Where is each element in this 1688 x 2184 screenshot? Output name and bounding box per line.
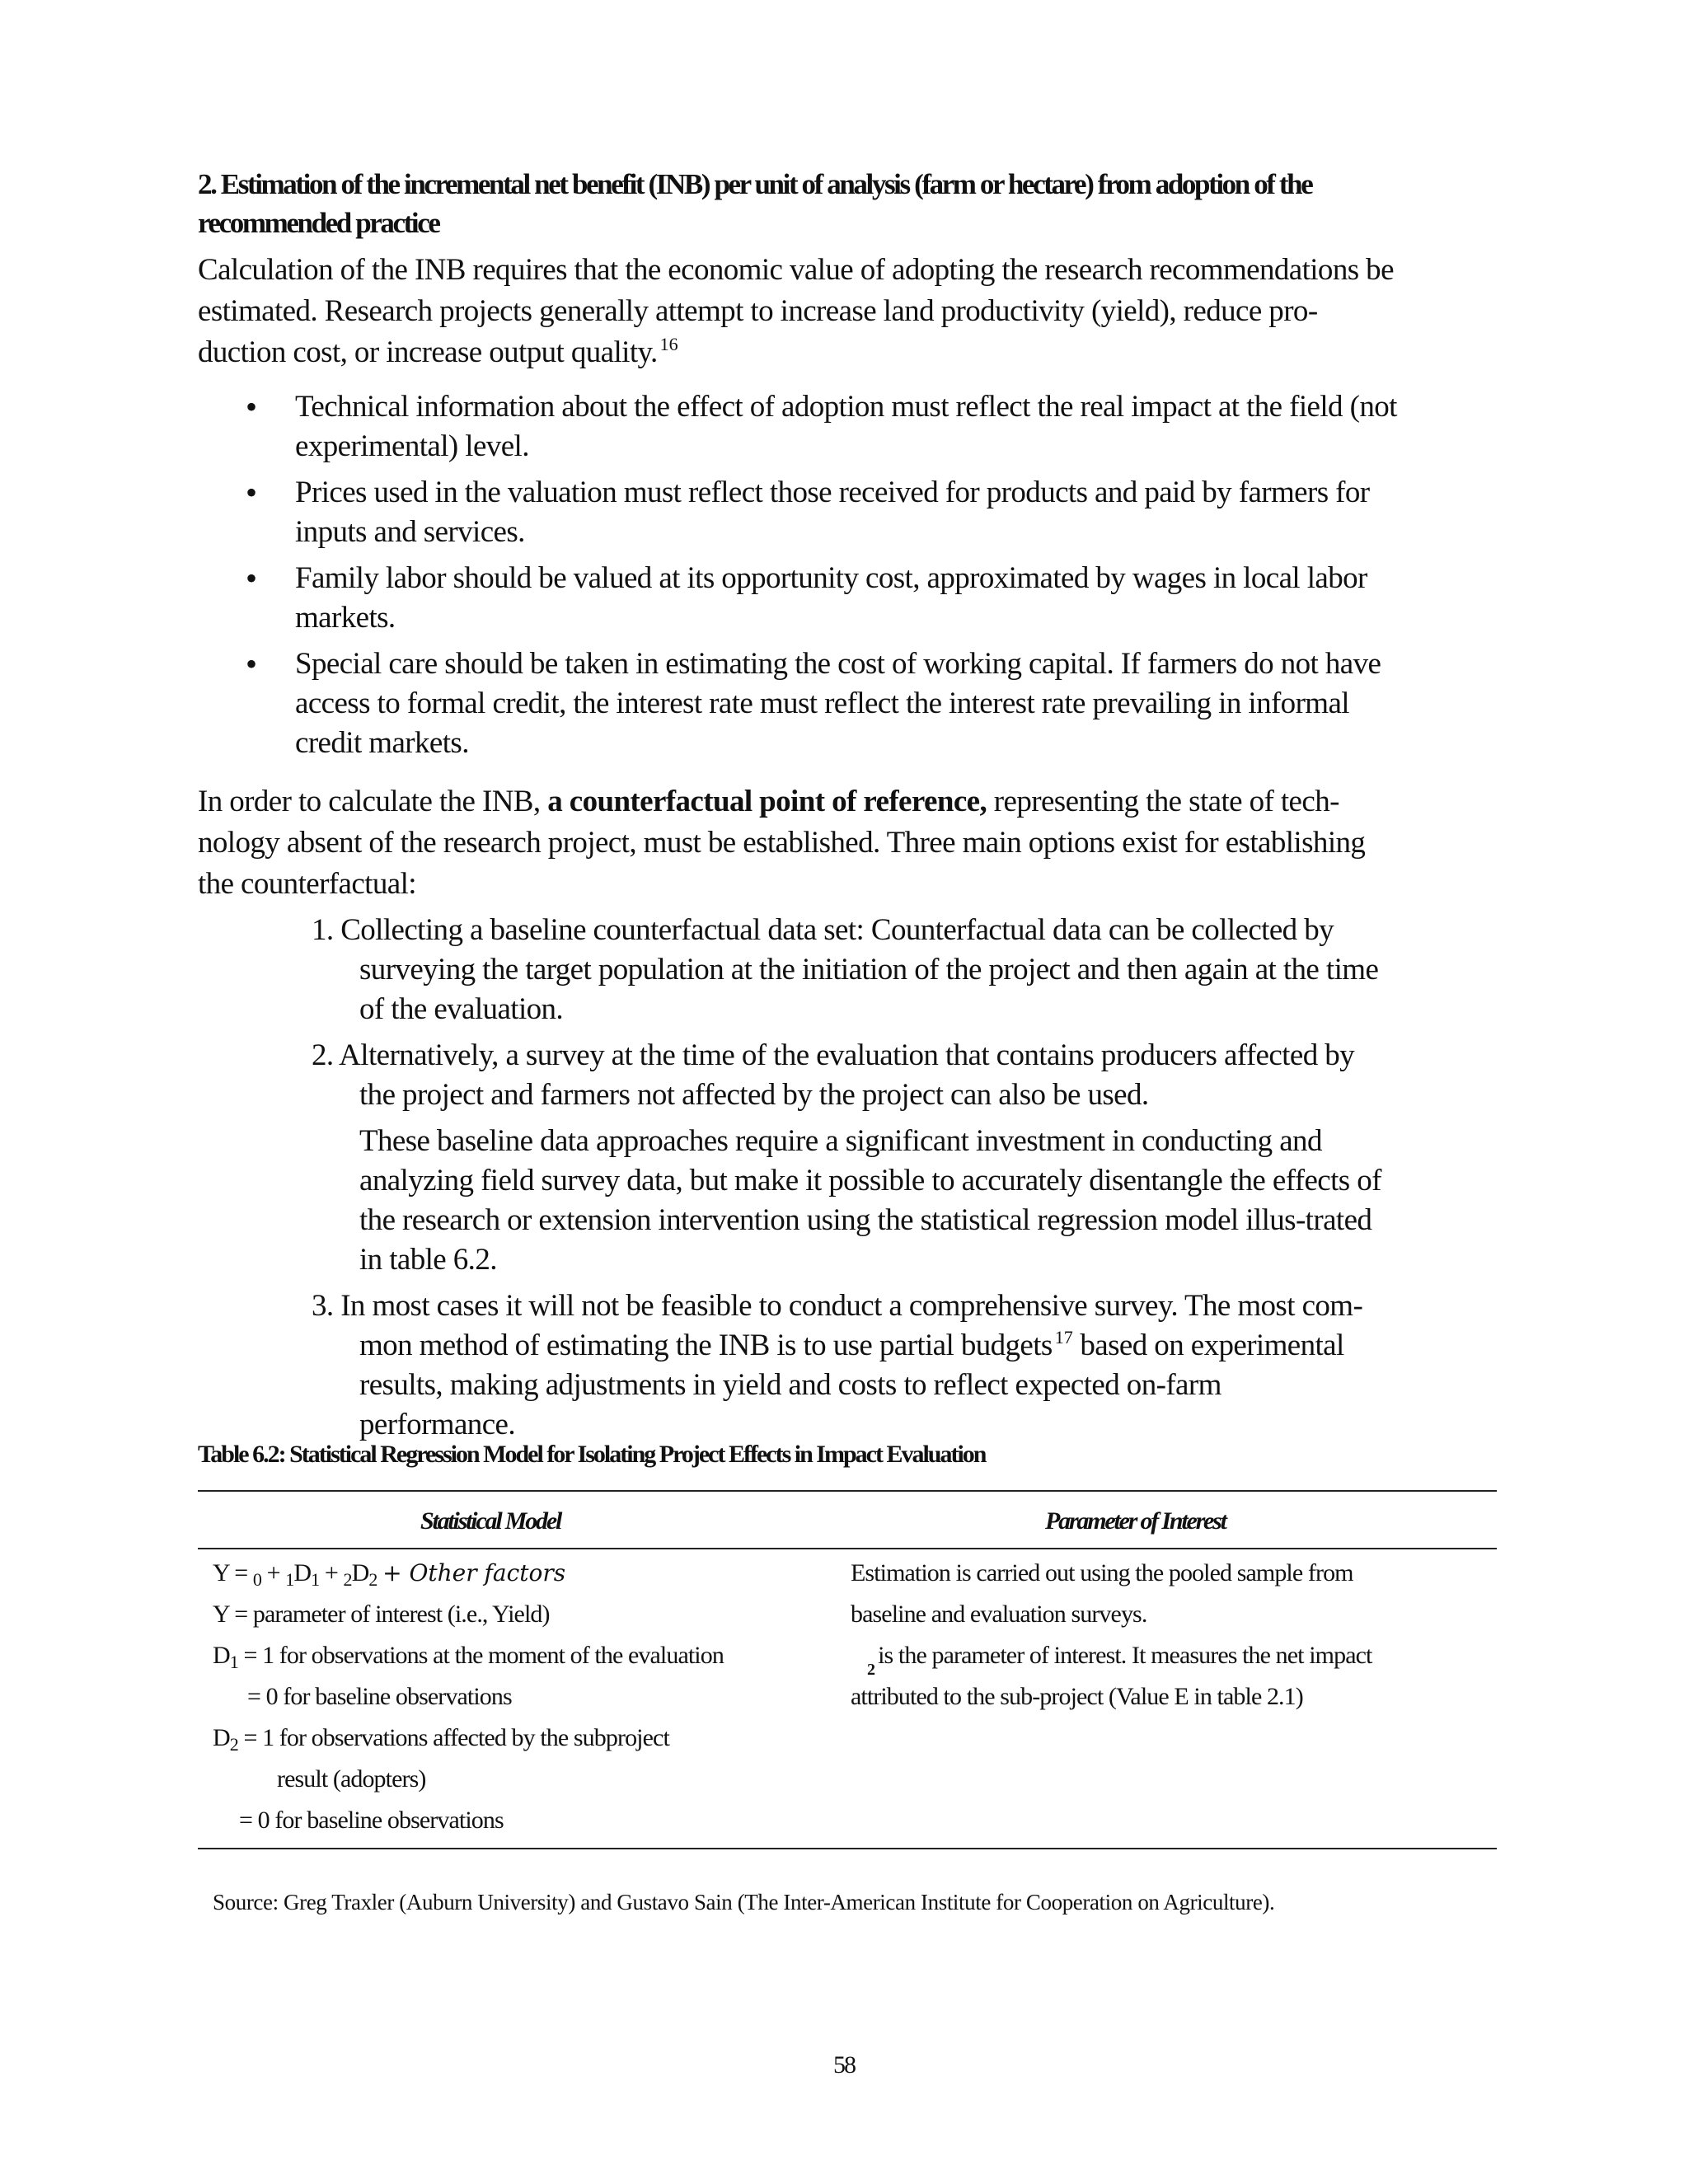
counterfactual-options-list [312,911,1383,1451]
bullet-text: Prices used in the valuation must reflect those received for products and paid by farmers for inputs and services. [295,476,1370,549]
footnote-ref-16[interactable]: 16 [659,334,678,354]
parameter-note-line-4: attributed to the sub-project (Value E in table 2.1) [851,1683,1303,1710]
d2-baseline: = 0 for baseline observations [239,1807,504,1834]
bullet-text: Technical information about the effect of adoption must reflect the real impact at the field (not experimental) level. [295,390,1397,463]
option-2-note: These baseline data approaches require a significant investment in conducting and analyzing field survey data, but make it possible to accurately disentangle the effects of the research or extension intervention using the statistical regression model illus-trated in table 6.2. [359,1124,1381,1277]
table-source-note: Source: Greg Traxler (Auburn University) and Gustavo Sain (The Inter-American Institute for Cooperation on Agriculture). [213,1890,1275,1915]
parameter-note-line-1: Estimation is carried out using the pooled sample from [851,1559,1353,1586]
section-heading: 2. Estimation of the incremental net benefit (INB) per unit of analysis (farm or hectare) from adoption of the recommended practice [198,168,1312,239]
d2-definition-cont: result (adopters) [277,1765,426,1793]
bullet-icon: • [246,474,257,511]
bullet-text: Special care should be taken in estimating the cost of working capital. If farmers do not have access to formal credit, the interest rate must reflect the interest rate prevailing in informal credit markets. [295,647,1381,760]
list-item [198,559,1401,638]
option-3 [312,1286,1383,1445]
list-item [198,387,1401,466]
table-header-rule [198,1548,1497,1549]
regression-equation: $Y = _0 + _1D_1 + _2D_2$ + Other factors [213,1559,566,1590]
footnote-ref-17[interactable]: 17 [1054,1327,1073,1347]
column-header-statistical-model: Statistical Model [420,1507,561,1535]
option-2: 2. Alternatively, a survey at the time of the evaluation that contains producers affected by the project and farmers not affected by the project can also be used. [312,1038,1355,1112]
d1-definition: $D_1 = 1$ for observations at the moment of the evaluation [213,1642,724,1672]
valuation-guidelines-list [198,387,1401,770]
d2-definition: $D_2 = 1$ for observations affected by the subproject [213,1724,669,1755]
option-3-text: 3. In most cases it will not be feasible to conduct a comprehensive survey. The most com-mon method of estimating the INB is to use partial budgets [312,1289,1363,1362]
d1-baseline: = 0 for baseline observations [247,1683,512,1710]
column-header-parameter-of-interest: Parameter of Interest [1045,1507,1226,1535]
option-3-text-cont: based on experimental results, making adjustments in yield and costs to reflect expected on-farm performance. [359,1329,1344,1441]
intro-text: Calculation of the INB requires that the economic value of adopting the research recommendations be estimated. Research projects generally attempt to increase land productivity (yield), reduce pro-duction cost, or increase output quality. [198,253,1394,369]
page-number: 58 [833,2051,855,2079]
list-item [198,473,1401,552]
counterfactual-text-before: In order to calculate the INB, [198,785,541,818]
bullet-text: Family labor should be valued at its opportunity cost, approximated by wages in local labor markets. [295,561,1367,635]
table-caption: Table 6.2: Statistical Regression Model for Isolating Project Effects in Impact Evaluation [198,1441,986,1468]
parameter-note-line-2: baseline and evaluation surveys. [851,1601,1147,1628]
bullet-icon: • [246,645,257,682]
parameter-note-line-3: 2is the parameter of interest. It measures the net impact [867,1642,1372,1679]
bullet-icon: • [246,560,257,597]
counterfactual-text-after: representing the state of tech-nology absent of the research project, must be established. Three main options exist for establishing the counterfactual: [198,785,1366,901]
bullet-icon: • [246,388,257,425]
table-bottom-rule [198,1848,1497,1849]
y-definition: Y = parameter of interest (i.e., Yield) [213,1601,550,1628]
table-top-rule [198,1490,1497,1492]
intro-paragraph [198,250,1401,373]
list-item [198,644,1401,763]
counterfactual-paragraph [198,781,1401,905]
counterfactual-emphasis: a counterfactual point of reference, [547,785,987,818]
option-1: 1. Collecting a baseline counterfactual data set: Counterfactual data can be collected by surveying the target population at the initiation of the project and then again at the time of the evaluation. [312,913,1379,1026]
